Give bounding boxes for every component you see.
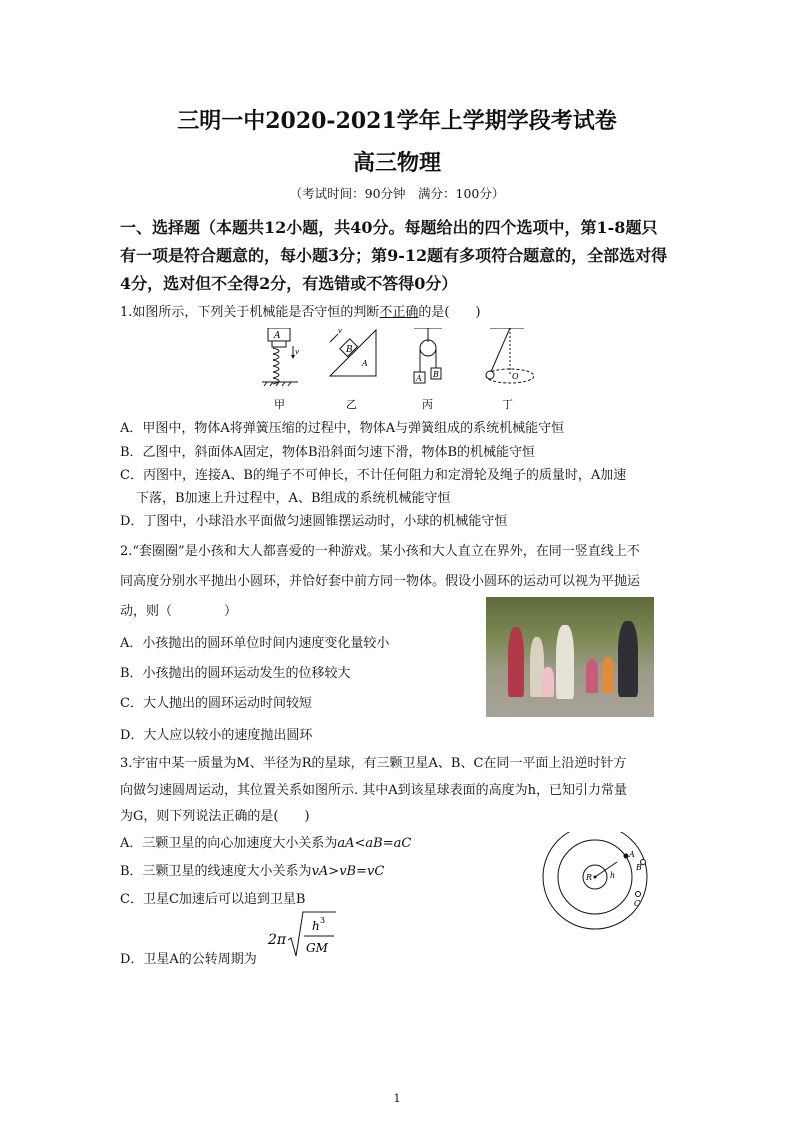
fig-pulley (414, 328, 442, 383)
svg-text:h: h (610, 871, 616, 880)
q1-option-d: D．丁图中，小球沿水平面做匀速圆锥摆运动时，小球的机械能守恒 (120, 514, 508, 529)
section-heading-line3: 4分，选对但不全得2分，有选错或不答得0分） (120, 274, 458, 293)
q3-stem-1: 3.宇宙中某一质量为M、半径为R的星球，有三颗卫星A、B、C在同一平面上沿逆时针方 (120, 756, 627, 771)
fig-spring (262, 328, 299, 386)
svg-text:v: v (295, 348, 299, 356)
svg-text:O: O (512, 372, 519, 381)
q1-underline: 不正确 (379, 305, 419, 320)
q1-option-b: B．乙图中，斜面体A固定，物体B沿斜面匀速下滑，物体B的机械能守恒 (120, 445, 536, 460)
svg-text:v: v (338, 328, 342, 335)
q3-option-d: D．卫星A的公转周期为 (120, 952, 257, 967)
period-formula (268, 910, 338, 962)
q3-stem-3: 为G，则下列说法正确的是( ) (120, 809, 310, 824)
svg-text:C: C (634, 899, 641, 908)
q2-stem-3: 动，则（ ） (120, 604, 238, 619)
svg-text:A: A (274, 331, 281, 341)
q1-option-a: A．甲图中，物体A将弹簧压缩的过程中，物体A与弹簧组成的系统机械能守恒 (120, 421, 565, 436)
section-heading (120, 214, 680, 298)
ring-toss-photo (486, 597, 654, 717)
q1-stem: 1.如图所示，下列关于机械能是否守恒的判断不正确的是( ) (120, 305, 481, 320)
svg-text:h: h (312, 919, 320, 933)
exam-info: （考试时间：90分钟 满分：100分） (289, 186, 505, 201)
svg-text:A: A (629, 850, 635, 859)
svg-text:A: A (362, 359, 368, 368)
svg-text:R: R (586, 873, 593, 882)
fig-incline (330, 328, 376, 376)
svg-text:A: A (416, 374, 422, 383)
q2-stem-2: 同高度分别水平抛出小圆环，并恰好套中前方同一物体。假设小圆环的运动可以视为平抛运 (120, 574, 641, 589)
section-heading-line1: 一、选择题（本题共12小题，共40分。每题给出的四个选项中，第1-8题只 (120, 218, 658, 237)
svg-text:B: B (433, 370, 439, 379)
svg-text:B: B (346, 345, 353, 355)
q1-figure (262, 328, 534, 414)
section-heading-line2: 有一项是符合题意的，每小题3分；第9-12题有多项符合题意的，全部选对得 (120, 246, 668, 265)
page-number: 1 (393, 1092, 401, 1105)
fig-cone-pendulum (486, 328, 534, 383)
svg-text:B: B (636, 863, 642, 872)
q2-option-d: D．大人应以较小的速度抛出圆环 (120, 728, 313, 743)
q3-option-a: A．三颗卫星的向心加速度大小关系为aA<aB=aC (120, 836, 412, 851)
fig-label-yi: 乙 (346, 398, 357, 411)
q3-option-a-expr: aA<aB=aC (337, 836, 412, 851)
q2-option-c: C．大人抛出的圆环运动时间较短 (120, 696, 312, 711)
q2-option-b: B．小孩抛出的圆环运动发生的位移较大 (120, 666, 351, 681)
q1-option-c-cont: 下落，B加速上升过程中，A、B组成的系统机械能守恒 (136, 491, 451, 506)
q3-option-b: B．三颗卫星的线速度大小关系为vA>vB=vC (120, 864, 385, 879)
fig-label-bing: 丙 (422, 398, 433, 411)
q3-stem-2: 向做匀速圆周运动，其位置关系如图所示. 其中A到该星球表面的高度为h，已知引力常量 (120, 783, 628, 798)
q2-stem-1: 2.“套圈圈”是小孩和大人都喜爱的一种游戏。某小孩和大人直立在界外，在同一竖直线上不 (120, 544, 640, 559)
q3-orbit-figure (540, 832, 650, 942)
svg-text:GM: GM (306, 941, 328, 955)
exam-title: 三明一中2020-2021学年上学期学段考试卷 (177, 108, 617, 134)
subject-title: 高三物理 (352, 150, 441, 176)
q2-option-a: A．小孩抛出的圆环单位时间内速度变化量较小 (120, 636, 390, 651)
svg-text:2π: 2π (268, 932, 287, 948)
q1-option-c: C．丙图中，连接A、B的绳子不可伸长，不计任何阻力和定滑轮及绳子的质量时，A加速 (120, 468, 627, 483)
q3-option-b-expr: vA>vB=vC (311, 864, 385, 879)
svg-text:3: 3 (320, 916, 326, 925)
q3-option-c: C．卫星C加速后可以追到卫星B (120, 892, 306, 907)
fig-label-jia: 甲 (274, 398, 285, 411)
fig-label-ding: 丁 (502, 398, 513, 411)
